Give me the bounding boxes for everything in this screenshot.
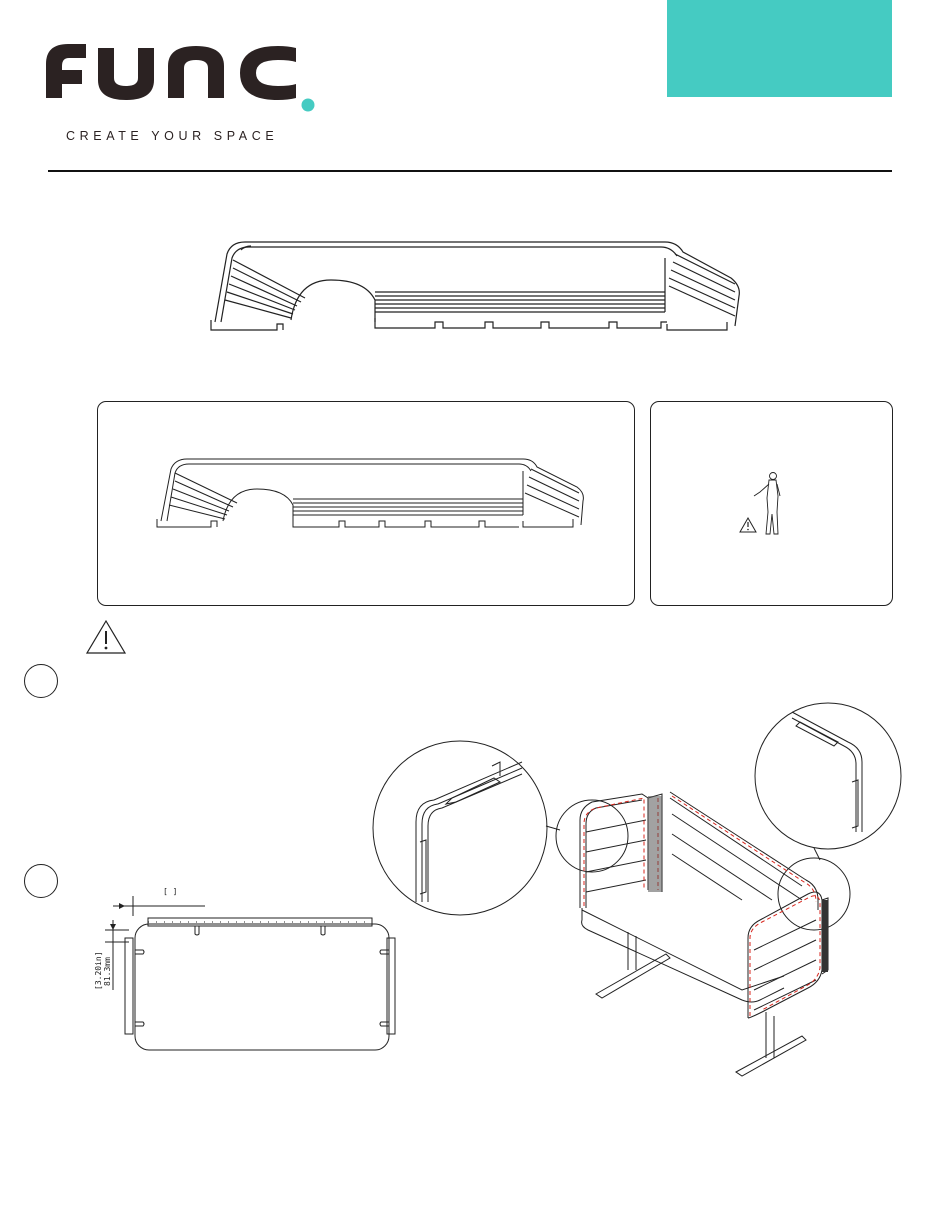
dimension-inches: [3.20in]: [94, 951, 103, 990]
screen-panel-illustration-top: [205, 238, 745, 338]
warning-triangle-icon-small: [740, 518, 756, 532]
brand-color-block: [667, 0, 892, 97]
person-scale-figure: [736, 468, 796, 540]
func-logo: [42, 38, 332, 118]
header-divider: [48, 170, 892, 172]
warning-triangle-icon: [85, 619, 127, 655]
step-1-marker: [24, 664, 58, 698]
dimension-mm: 81.3mm: [103, 957, 112, 986]
dimension-bracket: [ ]: [163, 887, 178, 896]
screen-panel-illustration-framed: [153, 455, 593, 535]
step-2-marker: [24, 864, 58, 898]
corner-detail-left: [372, 742, 552, 918]
assembled-desk-screens-illustration: [552, 790, 852, 1080]
logo-dot: [302, 99, 315, 112]
brand-tagline: CREATE YOUR SPACE: [66, 129, 279, 143]
logo-text: func: [42, 38, 44, 39]
desk-top-view-diagram: [85, 880, 405, 1060]
